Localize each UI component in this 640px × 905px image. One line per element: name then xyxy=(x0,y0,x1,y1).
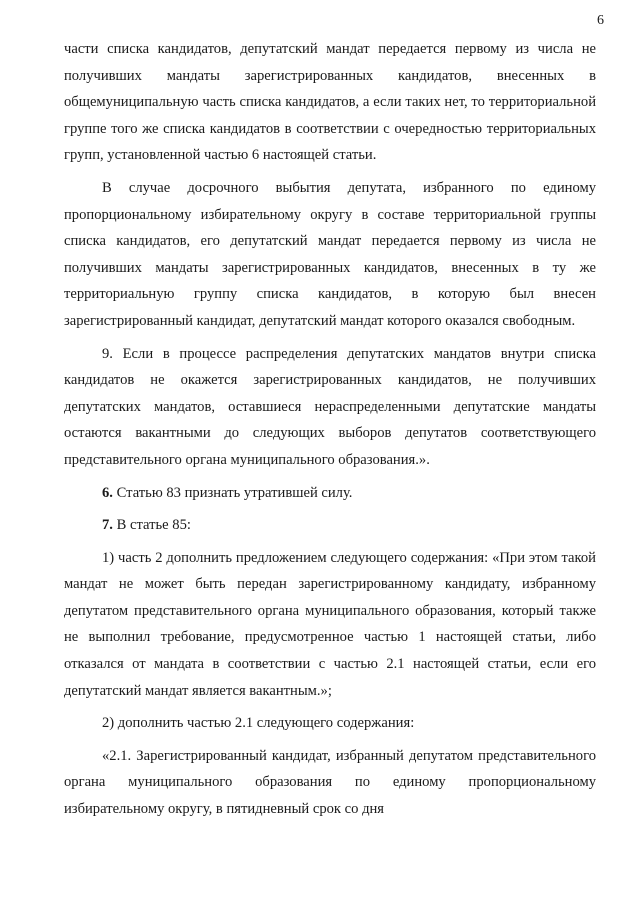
paragraph-item-9: 9. Если в процессе распределения депутатских мандатов внутри списка кандидатов не окажется зарегистрированных кандидатов, не получивших депутатских мандатов, оставшиеся нераспределенными депутатские мандаты остаются вакантными до следующих выборов депутатов соответствующего представительного органа муниципального образования.». xyxy=(64,345,596,468)
page-number: 6 xyxy=(597,13,604,28)
paragraph-subitem-2: 2) дополнить частью 2.1 следующего содержания: xyxy=(102,715,415,732)
paragraph-early-departure: В случае досрочного выбытия депутата, избранного по единому пропорциональному избирательному округу в составе территориальной группы списка кандидатов, его депутатский мандат передается первому из числа не получивших мандаты зарегистрированных кандидатов, внесенных в ту же территориальную группу списка кандидатов, в которую был внесен зарегистрированный кандидат, депутатский мандат которого оказался свободным. xyxy=(64,179,596,329)
document-body xyxy=(64,36,596,823)
item-number-7: 7. xyxy=(102,517,113,534)
item-number-6: 6. xyxy=(102,484,113,501)
paragraph-subitem-1: 1) часть 2 дополнить предложением следующего содержания: «При этом такой мандат не может быть передан зарегистрированному кандидату, избранному депутатом представительного органа муниципального образования, который также не выполнил требование, предусмотренное частью 1 настоящей статьи, либо отказался от мандата в соответствии с частью 2.1 настоящей статьи, если его депутатский мандат является вакантным.»; xyxy=(64,549,596,699)
paragraph-item-7 xyxy=(64,512,596,539)
paragraph-part-2-1: «2.1. Зарегистрированный кандидат, избранный депутатом представительного органа муниципального образования по единому пропорциональному избирательному округу, в пятидневный срок со дня xyxy=(64,747,596,818)
item-7-text: В статье 85: xyxy=(112,517,191,534)
paragraph-continuation: части списка кандидатов, депутатский мандат передается первому из числа не получивших мандаты зарегистрированных кандидатов, внесенных в общемуниципальную часть списка кандидатов, а если таких нет, то территориальной группе того же списка кандидатов в соответствии с очередностью территориальных групп, установленной частью 6 настоящей статьи. xyxy=(64,41,596,164)
item-6-text: Статью 83 признать утратившей силу. xyxy=(112,484,353,501)
paragraph-item-6 xyxy=(64,480,596,507)
